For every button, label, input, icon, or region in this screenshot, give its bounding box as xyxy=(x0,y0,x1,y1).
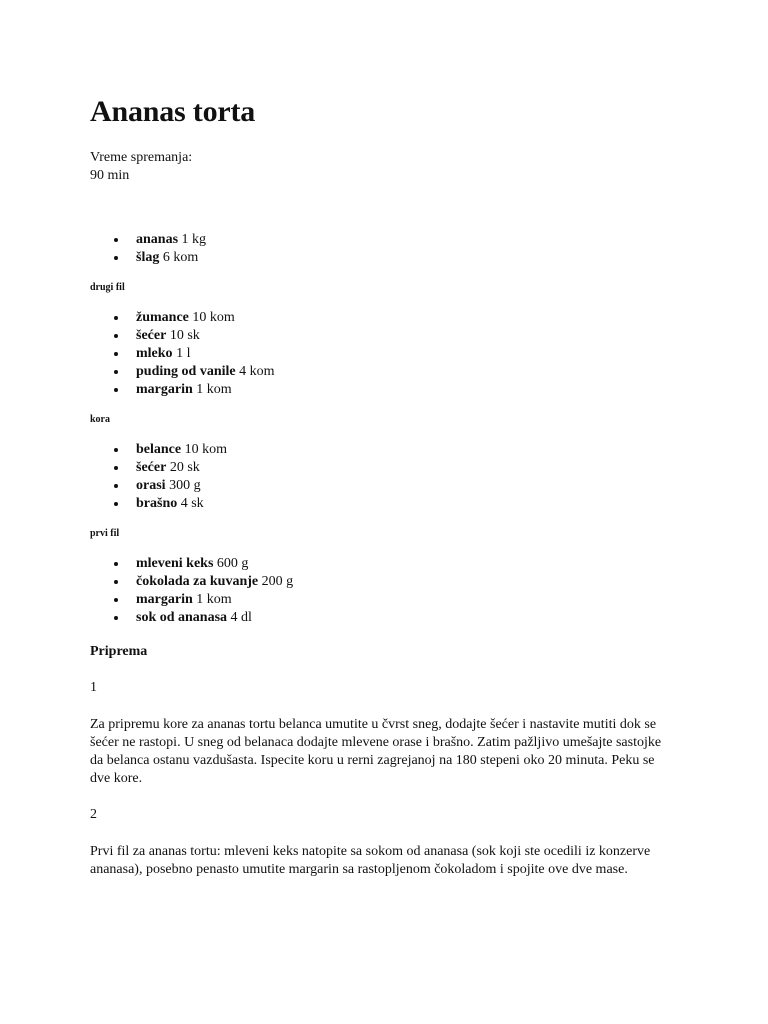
ingredient-item xyxy=(90,309,680,327)
ingredient-item xyxy=(90,573,680,591)
ingredient-name: šećer xyxy=(136,328,167,343)
group-heading-prvi-fil: prvi fil xyxy=(90,528,120,539)
ingredient-name: žumance xyxy=(136,310,189,325)
ingredient-name: čokolada za kuvanje xyxy=(136,574,259,589)
ingredient-item xyxy=(90,609,680,627)
prep-time-label: Vreme spremanja: xyxy=(90,150,193,165)
ingredient-name: brašno xyxy=(136,496,178,511)
ingredient-item xyxy=(90,249,680,267)
ingredient-name: mleveni keks xyxy=(136,556,214,571)
ingredient-name: margarin xyxy=(136,592,193,607)
ingredient-qty: 300 g xyxy=(169,478,201,493)
ingredient-name: belance xyxy=(136,442,182,457)
ingredient-name: sok od ananasa xyxy=(136,610,228,625)
recipe-title: Ananas torta xyxy=(90,95,256,128)
ingredient-list-kora xyxy=(90,441,680,513)
ingredient-qty: 10 kom xyxy=(184,442,227,457)
ingredient-item xyxy=(90,591,680,609)
preparation-heading: Priprema xyxy=(90,644,148,659)
ingredient-qty: 200 g xyxy=(261,574,294,589)
ingredient-name: šlag xyxy=(136,250,160,265)
prep-time-value: 90 min xyxy=(90,168,130,183)
ingredient-qty: 600 g xyxy=(216,556,249,571)
ingredient-qty: 1 kom xyxy=(196,592,232,607)
step-text: Za pripremu kore za ananas tortu belanca umutite u čvrst sneg, dodajte šećer i nastavite mutiti dok se šećer ne rastopi. U sneg od belanaca dodajte mlevene orase i brašno. Zatim pažljivo umešajte sastojke da belanca ostanu vazdušasta. Ispecite koru u rerni zagrejanoj na 180 stepeni oko 20 minuta. Peku se dve kore. xyxy=(90,717,662,786)
prep-time xyxy=(90,149,680,185)
ingredient-qty: 4 sk xyxy=(180,496,204,511)
ingredient-item xyxy=(90,363,680,381)
ingredient-qty: 4 kom xyxy=(239,364,275,379)
ingredient-item xyxy=(90,555,680,573)
ingredient-name: mleko xyxy=(136,346,173,361)
ingredient-qty: 20 sk xyxy=(169,460,200,475)
step-number: 2 xyxy=(90,807,97,822)
ingredient-item xyxy=(90,345,680,363)
ingredient-item xyxy=(90,495,680,513)
ingredient-list-prvi-fil xyxy=(90,555,680,627)
ingredient-qty: 4 dl xyxy=(230,610,252,625)
ingredient-item xyxy=(90,459,680,477)
ingredient-name: orasi xyxy=(136,478,166,493)
ingredient-list-drugi-fil xyxy=(90,309,680,399)
ingredient-name: šećer xyxy=(136,460,167,475)
ingredient-item xyxy=(90,477,680,495)
ingredient-item xyxy=(90,441,680,459)
ingredient-qty: 10 kom xyxy=(192,310,235,325)
ingredient-item xyxy=(90,231,680,249)
group-heading-drugi-fil: drugi fil xyxy=(90,282,125,293)
ingredient-qty: 1 l xyxy=(176,346,191,361)
step-text: Prvi fil za ananas tortu: mleveni keks natopite sa sokom od ananasa (sok koji ste ocedili iz konzerve ananasa), posebno penasto umutite margarin sa rastopljenom čokoladom i spojite ove dve mase. xyxy=(90,844,651,877)
ingredient-qty: 1 kom xyxy=(196,382,232,397)
spacer xyxy=(90,185,680,231)
ingredient-qty: 6 kom xyxy=(162,250,199,265)
ingredient-name: ananas xyxy=(136,232,179,247)
ingredient-item xyxy=(90,381,680,399)
recipe-document xyxy=(90,93,680,879)
ingredient-item xyxy=(90,327,680,345)
ingredient-name: margarin xyxy=(136,382,193,397)
ingredient-list-main xyxy=(90,231,680,267)
ingredient-qty: 10 sk xyxy=(169,328,200,343)
step-number: 1 xyxy=(90,680,97,695)
ingredient-qty: 1 kg xyxy=(181,232,207,247)
group-heading-kora: kora xyxy=(90,414,110,425)
ingredient-name: puding od vanile xyxy=(136,364,236,379)
